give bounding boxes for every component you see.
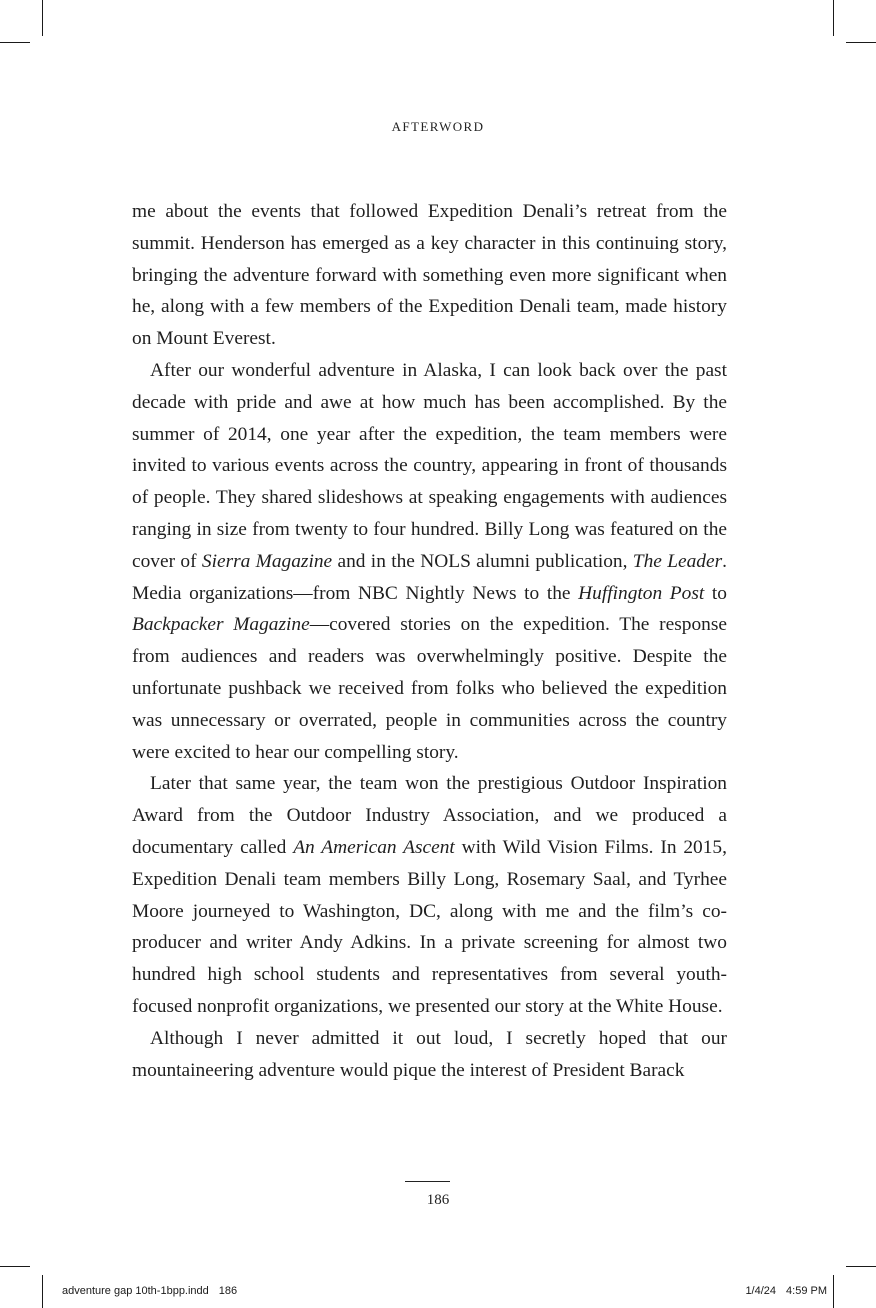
paragraph bbox=[132, 355, 727, 768]
italic-title: Huffington Post bbox=[578, 582, 705, 604]
slug-date-info bbox=[745, 1285, 827, 1297]
crop-mark-bottom-left-vertical bbox=[42, 1275, 43, 1308]
page-number: 186 bbox=[426, 1192, 450, 1208]
slug-time: 4:59 PM bbox=[786, 1285, 827, 1297]
italic-title: The Leader bbox=[632, 550, 723, 572]
slug-file-info bbox=[62, 1285, 237, 1297]
running-head: AFTERWORD bbox=[391, 119, 485, 134]
text-run: me about the events that followed Expedition Denali’s retreat from the summit. Henderson has emerged as a key character in this continuing story, bringing the adventure forward with something even more significant when he, along with a few members of the Expedition Denali team, made history on Mount Everest. bbox=[132, 201, 727, 350]
italic-title: Backpacker Magazine bbox=[132, 614, 310, 636]
crop-mark-top-left-horizontal bbox=[0, 42, 30, 43]
crop-mark-top-left-vertical bbox=[42, 0, 43, 36]
body-text bbox=[132, 196, 727, 1086]
crop-mark-bottom-right-horizontal bbox=[846, 1266, 876, 1267]
text-run: —covered stories on the expedition. The response from audiences and readers was overwhelmingly positive. Despite the unfortunate pushback we received from folks who believed the expedition was unnecessary or overrated, people in communities across the country were excited to hear our compelling story. bbox=[132, 614, 727, 763]
italic-title: An American Ascent bbox=[293, 836, 455, 858]
folio-rule bbox=[405, 1181, 450, 1182]
text-run: . Media organizations—from NBC Nightly News to the bbox=[132, 550, 727, 604]
paragraph bbox=[132, 768, 727, 1022]
slug-page-number: 186 bbox=[218, 1285, 238, 1297]
crop-mark-bottom-left-horizontal bbox=[0, 1266, 30, 1267]
crop-mark-top-right-horizontal bbox=[846, 42, 876, 43]
paragraph bbox=[132, 1023, 727, 1087]
paragraph bbox=[132, 196, 727, 355]
crop-mark-top-right-vertical bbox=[833, 0, 834, 36]
slug-file-name: adventure gap 10th-1bpp.indd bbox=[62, 1285, 209, 1297]
text-run: with Wild Vision Films. In 2015, Expedition Denali team members Billy Long, Rosemary Saal, and Tyrhee Moore journeyed to Washington, DC, along with me and the film’s co-producer and writer Andy Adkins. In a private screening for almost two hundred high school students and representatives from several youth-focused nonprofit organizations, we presented our story at the White House. bbox=[132, 836, 727, 1017]
text-run: Later that same year, the team won the prestigious Outdoor Inspiration Award from the Outdoor Industry Association, and we produced a documentary called bbox=[132, 773, 727, 858]
text-run: and in the NOLS alumni publication, bbox=[332, 550, 633, 572]
text-run: to bbox=[704, 582, 728, 604]
text-run: After our wonderful adventure in Alaska, I can look back over the past decade with pride and awe at how much has been accomplished. By the summer of 2014, one year after the expedition, the team members were invited to various events across the country, appearing in front of thousands of people. They shared slideshows at speaking engagements with audiences ranging in size from twenty to four hundred. Billy Long was featured on the cover of bbox=[132, 359, 727, 572]
crop-mark-bottom-right-vertical bbox=[833, 1275, 834, 1308]
italic-title: Sierra Magazine bbox=[201, 550, 333, 572]
text-run: Although I never admitted it out loud, I secretly hoped that our mountaineering adventure would pique the interest of President Barack bbox=[132, 1027, 727, 1081]
slug-date: 1/4/24 bbox=[745, 1285, 777, 1297]
